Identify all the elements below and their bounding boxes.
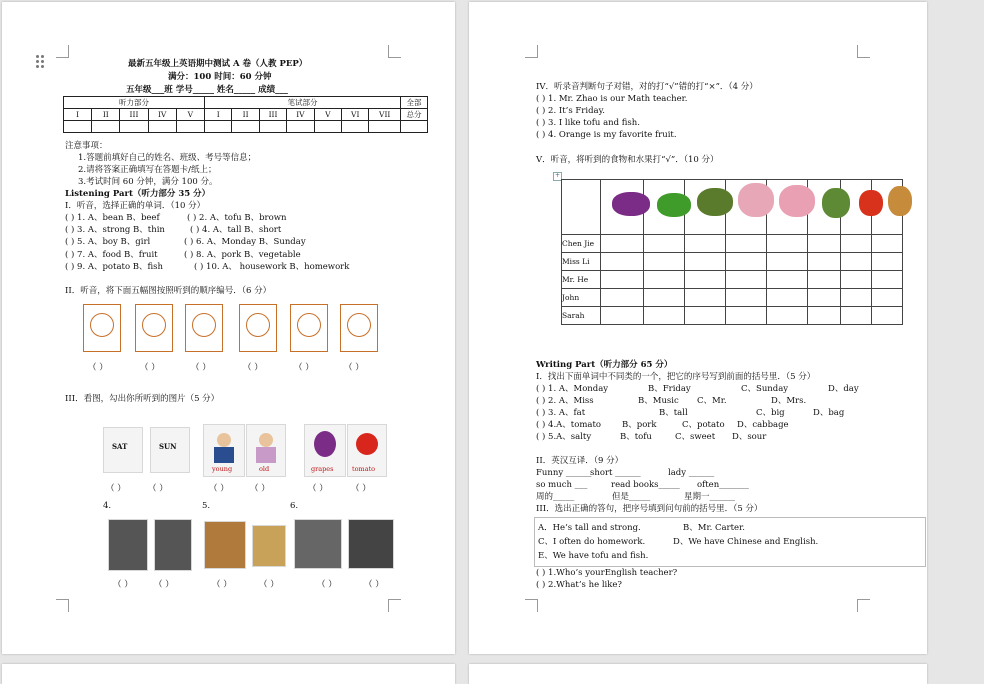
translation-item: 但是_____ xyxy=(612,492,651,502)
person-name: Mr. He xyxy=(562,271,601,289)
answer-bracket: （ ） xyxy=(88,363,108,373)
choice-item: C、Sunday xyxy=(741,384,789,394)
margin-corner xyxy=(56,45,69,58)
picture-mouse xyxy=(83,304,121,352)
margin-corner xyxy=(857,45,870,58)
translation-item: read books_____ xyxy=(611,480,680,490)
true-false-item: ( ) 3. I like tofu and fish. xyxy=(536,118,640,128)
section-2-title: II．听音，将下面五幅图按照听到的顺序编号．（6 分） xyxy=(65,286,272,296)
col-header: IV xyxy=(148,109,176,121)
green-beans-icon xyxy=(657,193,691,217)
tomato-icon xyxy=(356,433,378,455)
choice-item: D、day xyxy=(828,384,859,394)
exam-title: 最新五年级上英语期中测试 A 卷（人教 PEP） xyxy=(128,59,308,69)
question-item: ( ) 2. A、tofu B、brown xyxy=(187,213,287,223)
translation-item: 周的_____ xyxy=(536,492,575,502)
translation-item: lady ______ xyxy=(668,468,715,478)
margin-corner xyxy=(388,45,401,58)
student-info-line: 五年级___班 学号_____ 姓名_____ 成绩___ xyxy=(126,85,288,95)
margin-corner xyxy=(388,599,401,612)
writing-1-title: I．找出下面单词中不同类的一个，把它的序号写到前面的括号里．（5 分） xyxy=(536,372,816,382)
answer-bracket: （ ） xyxy=(351,484,371,494)
document-page-next-left xyxy=(2,664,455,684)
question-item: ( ) 7. A、food B、fruit xyxy=(65,250,158,260)
choice-item: D、cabbage xyxy=(737,420,789,430)
picture-reader xyxy=(185,304,223,352)
score-table xyxy=(63,96,428,133)
question-item: ( ) 5. A、boy B、girl xyxy=(65,237,151,247)
note-item: 1.答题前填好自己的姓名、班级、考号等信息； xyxy=(78,153,257,163)
image-grapes: grapes xyxy=(304,424,346,477)
item-number: 6. xyxy=(290,501,299,511)
image-old: old xyxy=(246,424,286,477)
pork-icon xyxy=(738,183,774,217)
col-header: V xyxy=(176,109,204,121)
document-page-next-right xyxy=(469,664,927,684)
answer-option: E、We have tofu and fish. xyxy=(538,551,649,561)
answer-bracket: （ ） xyxy=(294,363,314,373)
col-header: II xyxy=(92,109,120,121)
answer-bracket: （ ） xyxy=(344,363,364,373)
choice-item: ( ) 1. A、Monday xyxy=(536,384,609,394)
exam-subtitle: 满分：100 时间：60 分钟 xyxy=(168,72,272,82)
answer-option: A．He’s tall and strong. xyxy=(538,523,641,533)
answer-bracket: （ ） xyxy=(317,580,337,590)
translation-item: short ______ xyxy=(590,468,641,478)
answer-bracket: （ ） xyxy=(191,363,211,373)
true-false-item: ( ) 1. Mr. Zhao is our Math teacher. xyxy=(536,94,688,104)
choice-item: C、Mr. xyxy=(697,396,727,406)
choice-item: ( ) 5.A、salty xyxy=(536,432,592,442)
drag-handle-icon[interactable] xyxy=(36,55,46,71)
image-tomato: tomato xyxy=(347,424,387,477)
question-item: ( ) 8. A、pork B、vegetable xyxy=(184,250,301,260)
image-fat-person xyxy=(108,519,148,571)
col-header: III xyxy=(259,109,286,121)
col-header: I xyxy=(205,109,232,121)
grapes-icon xyxy=(314,431,336,457)
answer-option: D、We have Chinese and English. xyxy=(673,537,819,547)
choice-item: C、potato xyxy=(682,420,725,430)
notes-heading: 注意事项： xyxy=(65,141,108,151)
face-icon xyxy=(217,433,231,447)
question-line: ( ) 2.What’s he like? xyxy=(536,580,622,590)
image-thin-person xyxy=(154,519,192,571)
translation-item: Funny ______ xyxy=(536,468,592,478)
header-written: 笔试部分 xyxy=(205,97,401,109)
col-header: I xyxy=(64,109,92,121)
col-header: IV xyxy=(287,109,314,121)
watermelon-icon xyxy=(822,188,850,218)
choice-item: B、pork xyxy=(622,420,657,430)
question-line: ( ) 1.Who’s yourEnglish teacher? xyxy=(536,568,678,578)
picture-robot xyxy=(290,304,328,352)
writing-3-title: III．选出正确的答句，把序号填到问句前的括号里．（5 分） xyxy=(536,504,763,514)
answer-bracket: （ ） xyxy=(250,484,270,494)
answer-bracket: （ ） xyxy=(148,484,168,494)
writing-part-title: Writing Part（听力部分 65 分） xyxy=(536,360,673,370)
true-false-item: ( ) 2. It’s Friday. xyxy=(536,106,605,116)
col-header: 总分 xyxy=(401,109,428,121)
section-3-title: III．看图，勾出你所听到的图片（5 分） xyxy=(65,394,220,404)
answer-bracket: （ ） xyxy=(364,580,384,590)
person-name: Sarah xyxy=(562,307,601,325)
question-item: ( ) 6. A、Monday B、Sunday xyxy=(184,237,306,247)
answer-option: B、Mr. Carter. xyxy=(683,523,745,533)
picture-food xyxy=(239,304,277,352)
question-item: ( ) 10. A、 housework B、homework xyxy=(194,262,350,272)
tomato-icon xyxy=(859,190,883,216)
picture-computer xyxy=(340,304,378,352)
answer-bracket: （ ） xyxy=(113,580,133,590)
table-move-handle-icon[interactable]: + xyxy=(554,172,561,179)
body-icon xyxy=(256,447,276,463)
answer-bracket: （ ） xyxy=(106,484,126,494)
col-header: V xyxy=(314,109,341,121)
image-graduate xyxy=(348,519,394,569)
section-4-title: IV．听录音判断句子对错，对的打“√”错的打“×”．（4 分） xyxy=(536,82,758,92)
face-icon xyxy=(259,433,273,447)
image-young: young xyxy=(203,424,245,477)
person-name: John xyxy=(562,289,601,307)
choice-item: B、Music xyxy=(638,396,679,406)
choice-item: ( ) 3. A、fat xyxy=(536,408,586,418)
image-teacher-desk xyxy=(294,519,342,569)
translation-item: often_______ xyxy=(697,480,749,490)
choice-item: ( ) 2. A、Miss xyxy=(536,396,594,406)
person-name: Chen Jie xyxy=(562,235,601,253)
margin-corner xyxy=(857,599,870,612)
margin-corner xyxy=(56,599,69,612)
header-listening: 听力部分 xyxy=(64,97,205,109)
section-5-title: V．听音，将听到的食物和水果打“√”．（10 分） xyxy=(536,155,719,165)
margin-corner xyxy=(525,599,538,612)
margin-corner xyxy=(525,45,538,58)
choice-item: D、bag xyxy=(813,408,845,418)
answer-bracket: （ ） xyxy=(140,363,160,373)
question-item: ( ) 3. A、strong B、thin xyxy=(65,225,165,235)
translation-item: 星期一______ xyxy=(684,492,736,502)
answer-bracket: （ ） xyxy=(259,580,279,590)
item-number: 5. xyxy=(202,501,211,511)
note-item: 2.请将答案正确填写在答题卡/纸上； xyxy=(78,165,217,175)
choice-item: ( ) 4.A、tomato xyxy=(536,420,601,430)
answer-bracket: （ ） xyxy=(212,580,232,590)
note-item: 3.考试时间 60 分钟，满分 100 分。 xyxy=(78,177,218,187)
listening-part-title: Listening Part（听力部分 35 分） xyxy=(65,189,211,199)
image-cabinet xyxy=(252,525,286,567)
question-item: ( ) 9. A、potato B、fish xyxy=(65,262,164,272)
pork-leg-icon xyxy=(779,185,815,217)
image-sat: SAT xyxy=(103,427,143,473)
fruit-basket-icon xyxy=(888,186,912,216)
person-name: Miss Li xyxy=(562,253,601,271)
picture-graduate xyxy=(135,304,173,352)
answer-bracket: （ ） xyxy=(154,580,174,590)
image-sun: SUN xyxy=(150,427,190,473)
item-number: 4. xyxy=(103,501,112,511)
choice-item: C、sweet xyxy=(675,432,716,442)
choice-item: C、big xyxy=(756,408,785,418)
choice-item: B、tall xyxy=(659,408,688,418)
choice-item: B、Friday xyxy=(648,384,691,394)
grapes-icon xyxy=(697,188,733,216)
translation-item: so much ___ xyxy=(536,480,588,490)
col-header: II xyxy=(232,109,259,121)
answer-bracket: （ ） xyxy=(308,484,328,494)
image-bookshelf xyxy=(204,521,246,569)
col-header: VII xyxy=(369,109,401,121)
question-item: ( ) 4. A、tall B、short xyxy=(190,225,282,235)
answer-bracket: （ ） xyxy=(243,363,263,373)
document-page-left xyxy=(2,2,455,654)
choice-item: D、sour xyxy=(732,432,767,442)
col-header: III xyxy=(120,109,148,121)
section-1-title: I．听音，选择正确的单词．（10 分） xyxy=(65,201,206,211)
true-false-item: ( ) 4. Orange is my favorite fruit. xyxy=(536,130,677,140)
writing-2-title: II．英汉互译．（9 分） xyxy=(536,456,624,466)
choice-item: D、Mrs. xyxy=(771,396,807,406)
col-header: VI xyxy=(342,109,369,121)
answer-option: C、I often do homework. xyxy=(538,537,646,547)
question-item: ( ) 1. A、bean B、beef xyxy=(65,213,160,223)
header-total: 全部 xyxy=(401,97,428,109)
body-icon xyxy=(214,447,234,463)
choice-item: B、tofu xyxy=(620,432,652,442)
eggplant-icon xyxy=(612,192,650,216)
answer-bracket: （ ） xyxy=(209,484,229,494)
